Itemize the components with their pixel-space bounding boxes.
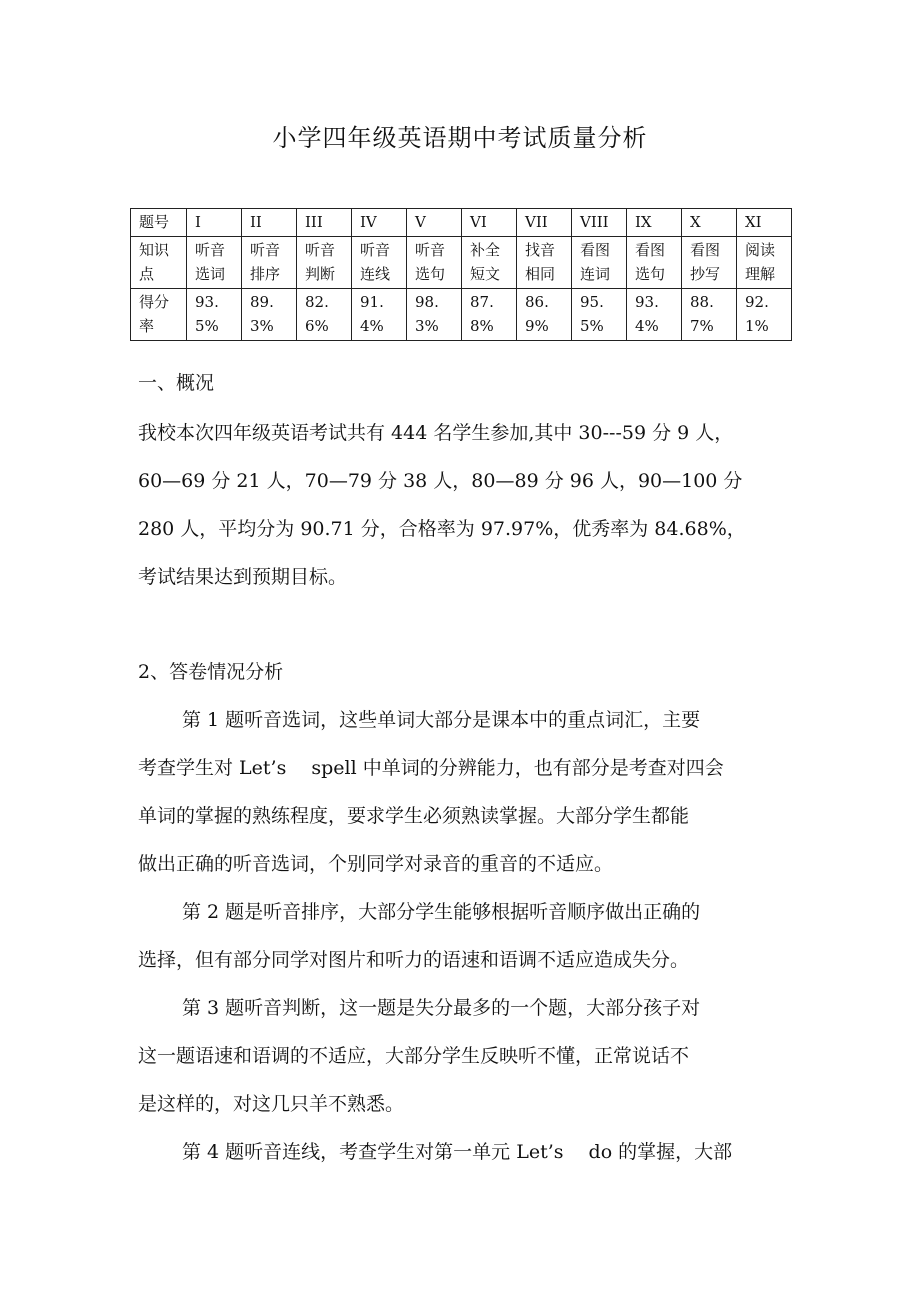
score-rate-cell: 86.9% xyxy=(517,289,572,341)
row-header-score: 得分率 xyxy=(131,289,187,341)
section-heading-overview: 一、概况 xyxy=(138,372,215,394)
knowledge-point-cell: 听音选句 xyxy=(407,237,462,289)
knowledge-point-cell: 看图抄写 xyxy=(682,237,737,289)
question-number-cell: XI xyxy=(737,209,792,237)
knowledge-point-cell: 听音连线 xyxy=(352,237,407,289)
question-number-cell: V xyxy=(407,209,462,237)
score-rate-cell: 92.1% xyxy=(737,289,792,341)
question-number-cell: III xyxy=(297,209,352,237)
score-analysis-table xyxy=(130,208,792,341)
knowledge-point-cell: 看图连词 xyxy=(572,237,627,289)
paragraph-line: 280 人，平均分为 90.71 分，合格率为 97.97%，优秀率为 84.68%， xyxy=(138,518,746,540)
question-number-cell: IX xyxy=(627,209,682,237)
question-number-cell: II xyxy=(242,209,297,237)
score-rate-cell: 95.5% xyxy=(572,289,627,341)
section-heading-analysis: 2、答卷情况分析 xyxy=(138,661,284,683)
row-header-knowledge: 知识点 xyxy=(131,237,187,289)
score-rate-cell: 91.4% xyxy=(352,289,407,341)
table-row-score-rate xyxy=(131,289,792,341)
knowledge-point-cell: 听音排序 xyxy=(242,237,297,289)
paragraph-line: 这一题语速和语调的不适应，大部分学生反映听不懂，正常说话不 xyxy=(138,1045,690,1067)
knowledge-point-cell: 找音相同 xyxy=(517,237,572,289)
paragraph-line: 考试结果达到预期目标。 xyxy=(138,566,348,588)
document-title: 小学四年级英语期中考试质量分析 xyxy=(272,124,648,152)
paragraph-line: 第 3 题听音判断，这一题是失分最多的一个题，大部分孩子对 xyxy=(182,997,701,1019)
paragraph-line: 单词的掌握的熟练程度，要求学生必须熟读掌握。大部分学生都能 xyxy=(138,805,690,827)
paragraph-line: 选择，但有部分同学对图片和听力的语速和语调不适应造成失分。 xyxy=(138,949,690,971)
knowledge-point-cell: 阅读理解 xyxy=(737,237,792,289)
paragraph-line: 是这样的，对这几只羊不熟悉。 xyxy=(138,1093,405,1115)
question-number-cell: IV xyxy=(352,209,407,237)
paragraph-line: 做出正确的听音选词，个别同学对录音的重音的不适应。 xyxy=(138,853,614,875)
table-row-knowledge-point xyxy=(131,237,792,289)
knowledge-point-cell: 看图选句 xyxy=(627,237,682,289)
knowledge-point-cell: 听音选词 xyxy=(187,237,242,289)
paragraph-line: 考查学生对 Let’s spell 中单词的分辨能力，也有部分是考查对四会 xyxy=(138,757,724,779)
score-rate-cell: 93.5% xyxy=(187,289,242,341)
question-number-cell: VIII xyxy=(572,209,627,237)
score-rate-cell: 98.3% xyxy=(407,289,462,341)
paragraph-line: 第 2 题是听音排序，大部分学生能够根据听音顺序做出正确的 xyxy=(182,901,701,923)
score-rate-cell: 89.3% xyxy=(242,289,297,341)
row-header-question: 题号 xyxy=(131,209,187,237)
question-number-cell: X xyxy=(682,209,737,237)
score-rate-cell: 82.6% xyxy=(297,289,352,341)
paragraph-line: 第 4 题听音连线，考查学生对第一单元 Let’s do 的掌握，大部 xyxy=(182,1141,733,1163)
paragraph-line: 第 1 题听音选词，这些单词大部分是课本中的重点词汇，主要 xyxy=(182,709,701,731)
paragraph-line: 我校本次四年级英语考试共有 444 名学生参加,其中 30---59 分 9 人， xyxy=(138,422,734,444)
knowledge-point-cell: 听音判断 xyxy=(297,237,352,289)
question-number-cell: VI xyxy=(462,209,517,237)
question-number-cell: VII xyxy=(517,209,572,237)
score-rate-cell: 87.8% xyxy=(462,289,517,341)
score-rate-cell: 88.7% xyxy=(682,289,737,341)
score-rate-cell: 93.4% xyxy=(627,289,682,341)
knowledge-point-cell: 补全短文 xyxy=(462,237,517,289)
question-number-cell: I xyxy=(187,209,242,237)
table-row-question-number xyxy=(131,209,792,237)
paragraph-line: 60—69 分 21 人，70—79 分 38 人，80—89 分 96 人，90—100 分 xyxy=(138,470,743,492)
